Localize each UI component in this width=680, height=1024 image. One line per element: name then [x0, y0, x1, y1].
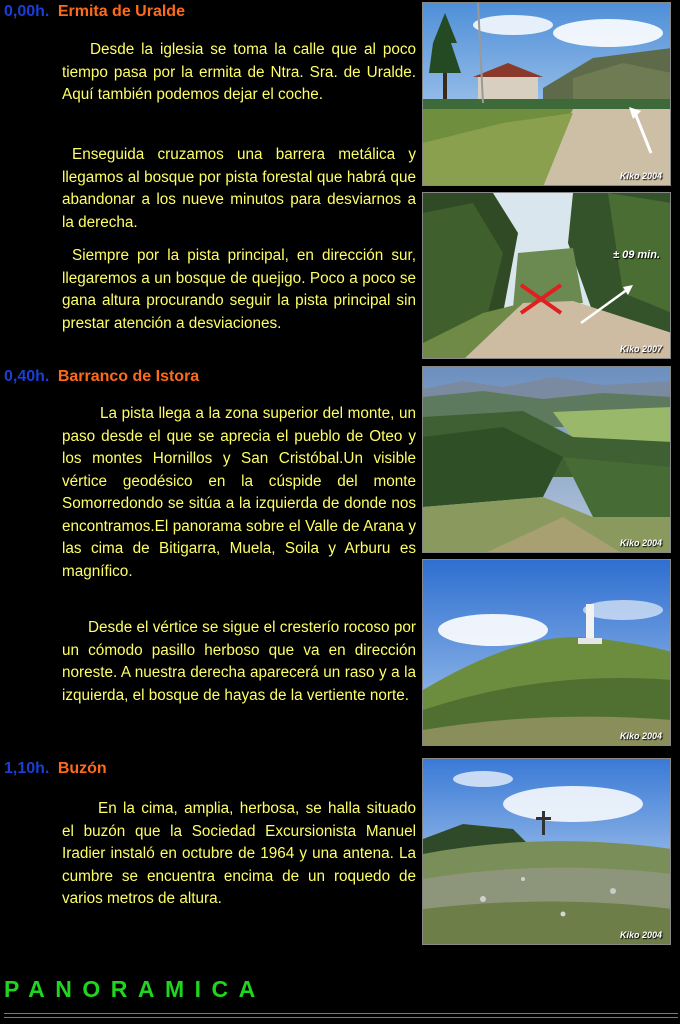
- paragraph: En la cima, amplia, herbosa, se halla situado el buzón que la Sociedad Excursionista Manuel Iradier instaló en octubre de 1964 y una antena. La cumbre se encuentra encima de un roquedo de varios metros de altura.: [62, 800, 416, 907]
- panoramica-heading: PANORAMICA: [4, 976, 266, 1002]
- section-place: Buzón: [57, 760, 107, 777]
- photo-credit: Kiko 2004: [619, 171, 662, 181]
- paragraph: La pista llega a la zona superior del monte, un paso desde el que se aprecia el pueblo de Oteo y los montes Hornillos y San Cristóbal.Un visible vértice geodésico en la cúspide del monte Somorredondo se sitúa a la izquierda de donde nos encontramos.El panorama sobre el Valle de Arana y las cima de Bitigarra, Muela, Soila y Arburu es magnífico.: [62, 405, 416, 580]
- photo-cima: [422, 758, 671, 945]
- section-time: 0,00h.: [4, 3, 50, 20]
- photo-credit: Kiko 2007: [619, 344, 662, 354]
- section-heading-ermita: [4, 3, 185, 21]
- photo-valle: [422, 366, 671, 553]
- time-label: ± 09 min.: [613, 249, 660, 261]
- photo-ermita: [422, 2, 671, 186]
- section-heading-buzon: [4, 760, 107, 778]
- section-time: 0,40h.: [4, 368, 50, 385]
- section-time: 1,10h.: [4, 760, 50, 777]
- photo-credit: Kiko 2004: [619, 731, 662, 741]
- paragraph: Siempre por la pista principal, en dirección sur, llegaremos a un bosque de quejigo. Poco a poco se gana altura procurando seguir la pista principal sin prestar atención a desviaciones.: [62, 247, 416, 332]
- paragraph: Desde la iglesia se toma la calle que al poco tiempo pasa por la ermita de Ntra. Sra. de Uralde. Aquí también podemos dejar el coche.: [62, 41, 416, 103]
- paragraph: Enseguida cruzamos una barrera metálica y llegamos al bosque por pista forestal que habrá que abandonar a los nueve minutos para desviarnos a la derecha.: [62, 146, 416, 231]
- divider: [4, 1013, 678, 1018]
- section-place: Barranco de Istora: [57, 368, 200, 385]
- section-place: Ermita de Uralde: [57, 3, 185, 20]
- photo-credit: Kiko 2004: [619, 930, 662, 940]
- section-heading-barranco: [4, 368, 199, 386]
- photo-vertice: [422, 559, 671, 746]
- paragraph: Desde el vértice se sigue el cresterío rocoso por un cómodo pasillo herboso que va en dirección noreste. A nuestra derecha aparecerá un raso y a la izquierda, el bosque de hayas de la vertiente norte.: [62, 619, 416, 704]
- photo-bosque: [422, 192, 671, 359]
- photo-credit: Kiko 2004: [619, 538, 662, 548]
